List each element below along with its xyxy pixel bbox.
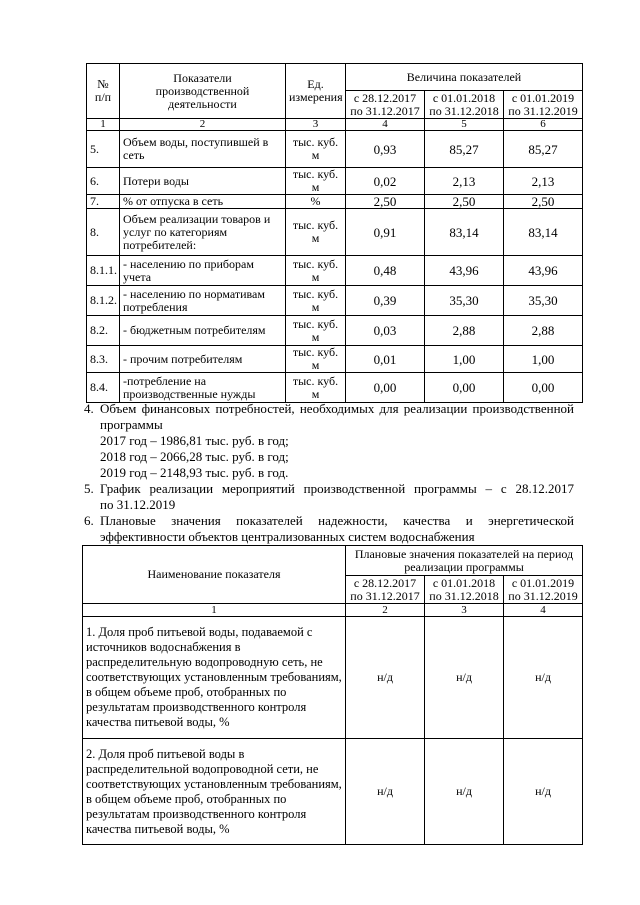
row-value-2018: 2,88 — [425, 316, 504, 346]
row-unit: тыс. куб. м — [286, 286, 346, 316]
paragraph-text: Плановые значения показателей надежности, качества и энергетической — [100, 513, 574, 528]
header-num: № п/п — [87, 64, 120, 119]
finance-2019: 2019 год – 2148,93 тыс. руб. в год. — [100, 465, 289, 480]
header-period-2: с 01.01.2018 по 31.12.2018 — [425, 91, 504, 119]
paragraph-text: График реализации мероприятий производственной программы – с 28.12.2017 — [100, 481, 574, 496]
row-num: 8.1.1. — [87, 256, 120, 286]
row-value-2019: 0,00 — [504, 373, 583, 403]
row-value-2017: 0,91 — [346, 209, 425, 256]
row-value-2019: 2,88 — [504, 316, 583, 346]
col-number: 3 — [425, 604, 504, 617]
col-number: 4 — [504, 604, 583, 617]
row-name: Объем воды, поступившей в сеть — [120, 131, 286, 168]
indicator-value-2018: н/д — [425, 739, 504, 845]
row-unit: тыс. куб. м — [286, 209, 346, 256]
col-number: 2 — [120, 119, 286, 131]
row-value-2018: 0,00 — [425, 373, 504, 403]
paragraph-5-cont: по 31.12.2019 — [100, 497, 176, 512]
row-name: Потери воды — [120, 168, 286, 195]
row-num: 6. — [87, 168, 120, 195]
reliability-indicators-table — [82, 545, 583, 845]
finance-2018: 2018 год – 2066,28 тыс. руб. в год; — [100, 449, 289, 464]
row-value-2017: 0,03 — [346, 316, 425, 346]
indicator-value-2019: н/д — [504, 739, 583, 845]
paragraph-number: 6. — [84, 513, 94, 528]
paragraph-number: 4. — [84, 401, 94, 416]
indicator-value-2019: н/д — [504, 617, 583, 739]
col-number: 1 — [83, 604, 346, 617]
header-plan-title: Плановые значения показателей на период реализации программы — [346, 546, 583, 576]
row-value-2019: 35,30 — [504, 286, 583, 316]
table-row — [87, 373, 583, 403]
row-unit: тыс. куб. м — [286, 256, 346, 286]
paragraph-5 — [84, 481, 574, 497]
header-name: Наименование показателя — [83, 546, 346, 604]
row-num: 7. — [87, 195, 120, 209]
row-value-2017: 0,00 — [346, 373, 425, 403]
table-row — [87, 316, 583, 346]
row-unit: тыс. куб. м — [286, 131, 346, 168]
row-value-2019: 85,27 — [504, 131, 583, 168]
row-unit: тыс. куб. м — [286, 346, 346, 373]
row-name: - бюджетным потребителям — [120, 316, 286, 346]
header-unit: Ед. измерения — [286, 64, 346, 119]
col-number: 1 — [87, 119, 120, 131]
table-row — [87, 195, 583, 209]
header-values-title: Величина показателей — [346, 64, 583, 91]
paragraph-text: Объем финансовых потребностей, необходимых для реализации производственной — [100, 401, 574, 416]
row-value-2017: 0,39 — [346, 286, 425, 316]
row-value-2018: 43,96 — [425, 256, 504, 286]
paragraph-number: 5. — [84, 481, 94, 496]
row-name: - населению по приборам учета — [120, 256, 286, 286]
row-unit: тыс. куб. м — [286, 316, 346, 346]
table-row — [83, 617, 583, 739]
row-num: 8. — [87, 209, 120, 256]
row-value-2017: 0,01 — [346, 346, 425, 373]
row-value-2018: 2,13 — [425, 168, 504, 195]
row-value-2018: 85,27 — [425, 131, 504, 168]
table-row — [83, 739, 583, 845]
row-value-2019: 2,50 — [504, 195, 583, 209]
table-row — [87, 346, 583, 373]
header-indicator: Показатели производственной деятельности — [120, 64, 286, 119]
table-row — [87, 131, 583, 168]
row-value-2019: 83,14 — [504, 209, 583, 256]
paragraph-4-cont: программы — [100, 417, 163, 432]
row-value-2017: 2,50 — [346, 195, 425, 209]
finance-2017: 2017 год – 1986,81 тыс. руб. в год; — [100, 433, 289, 448]
table-row — [87, 168, 583, 195]
row-value-2017: 0,48 — [346, 256, 425, 286]
row-num: 8.4. — [87, 373, 120, 403]
row-name: -потребление на производственные нужды — [120, 373, 286, 403]
paragraph-6 — [84, 513, 574, 529]
indicator-value-2018: н/д — [425, 617, 504, 739]
row-unit: % — [286, 195, 346, 209]
indicator-value-2017: н/д — [346, 739, 425, 845]
row-value-2019: 1,00 — [504, 346, 583, 373]
col-number: 4 — [346, 119, 425, 131]
row-name: Объем реализации товаров и услуг по категориям потребителей: — [120, 209, 286, 256]
table-row — [87, 256, 583, 286]
header-period-3: с 01.01.2019 по 31.12.2019 — [504, 91, 583, 119]
row-name: % от отпуска в сеть — [120, 195, 286, 209]
table-row — [87, 286, 583, 316]
table-row — [87, 209, 583, 256]
header-period-2: с 01.01.2018 по 31.12.2018 — [425, 576, 504, 604]
col-number: 3 — [286, 119, 346, 131]
col-number: 6 — [504, 119, 583, 131]
col-number: 2 — [346, 604, 425, 617]
indicator-name: 1. Доля проб питьевой воды, подаваемой с источников водоснабжения в распределительную водопроводную сеть, не соответствующих установленным требованиям, в общем объеме проб, отобранных по результатам производственного контроля качества питьевой воды, % — [83, 617, 346, 739]
row-num: 8.2. — [87, 316, 120, 346]
indicator-name: 2. Доля проб питьевой воды в распределительной водопроводной сети, не соответствующих установленным требованиям, в общем объеме проб, отобранных по результатам производственного контроля качества питьевой воды, % — [83, 739, 346, 845]
row-unit: тыс. куб. м — [286, 373, 346, 403]
header-period-1: с 28.12.2017 по 31.12.2017 — [346, 91, 425, 119]
row-value-2018: 83,14 — [425, 209, 504, 256]
row-value-2018: 2,50 — [425, 195, 504, 209]
row-num: 8.3. — [87, 346, 120, 373]
production-indicators-table — [86, 63, 583, 403]
row-value-2017: 0,02 — [346, 168, 425, 195]
paragraph-4 — [84, 401, 574, 417]
row-value-2018: 1,00 — [425, 346, 504, 373]
indicator-value-2017: н/д — [346, 617, 425, 739]
row-num: 5. — [87, 131, 120, 168]
row-value-2018: 35,30 — [425, 286, 504, 316]
row-value-2019: 2,13 — [504, 168, 583, 195]
col-number: 5 — [425, 119, 504, 131]
row-name: - прочим потребителям — [120, 346, 286, 373]
row-name: - населению по нормативам потребления — [120, 286, 286, 316]
row-value-2017: 0,93 — [346, 131, 425, 168]
row-value-2019: 43,96 — [504, 256, 583, 286]
header-period-3: с 01.01.2019 по 31.12.2019 — [504, 576, 583, 604]
paragraph-6-cont: эффективности объектов централизованных систем водоснабжения — [100, 529, 475, 544]
row-num: 8.1.2. — [87, 286, 120, 316]
row-unit: тыс. куб. м — [286, 168, 346, 195]
header-period-1: с 28.12.2017 по 31.12.2017 — [346, 576, 425, 604]
